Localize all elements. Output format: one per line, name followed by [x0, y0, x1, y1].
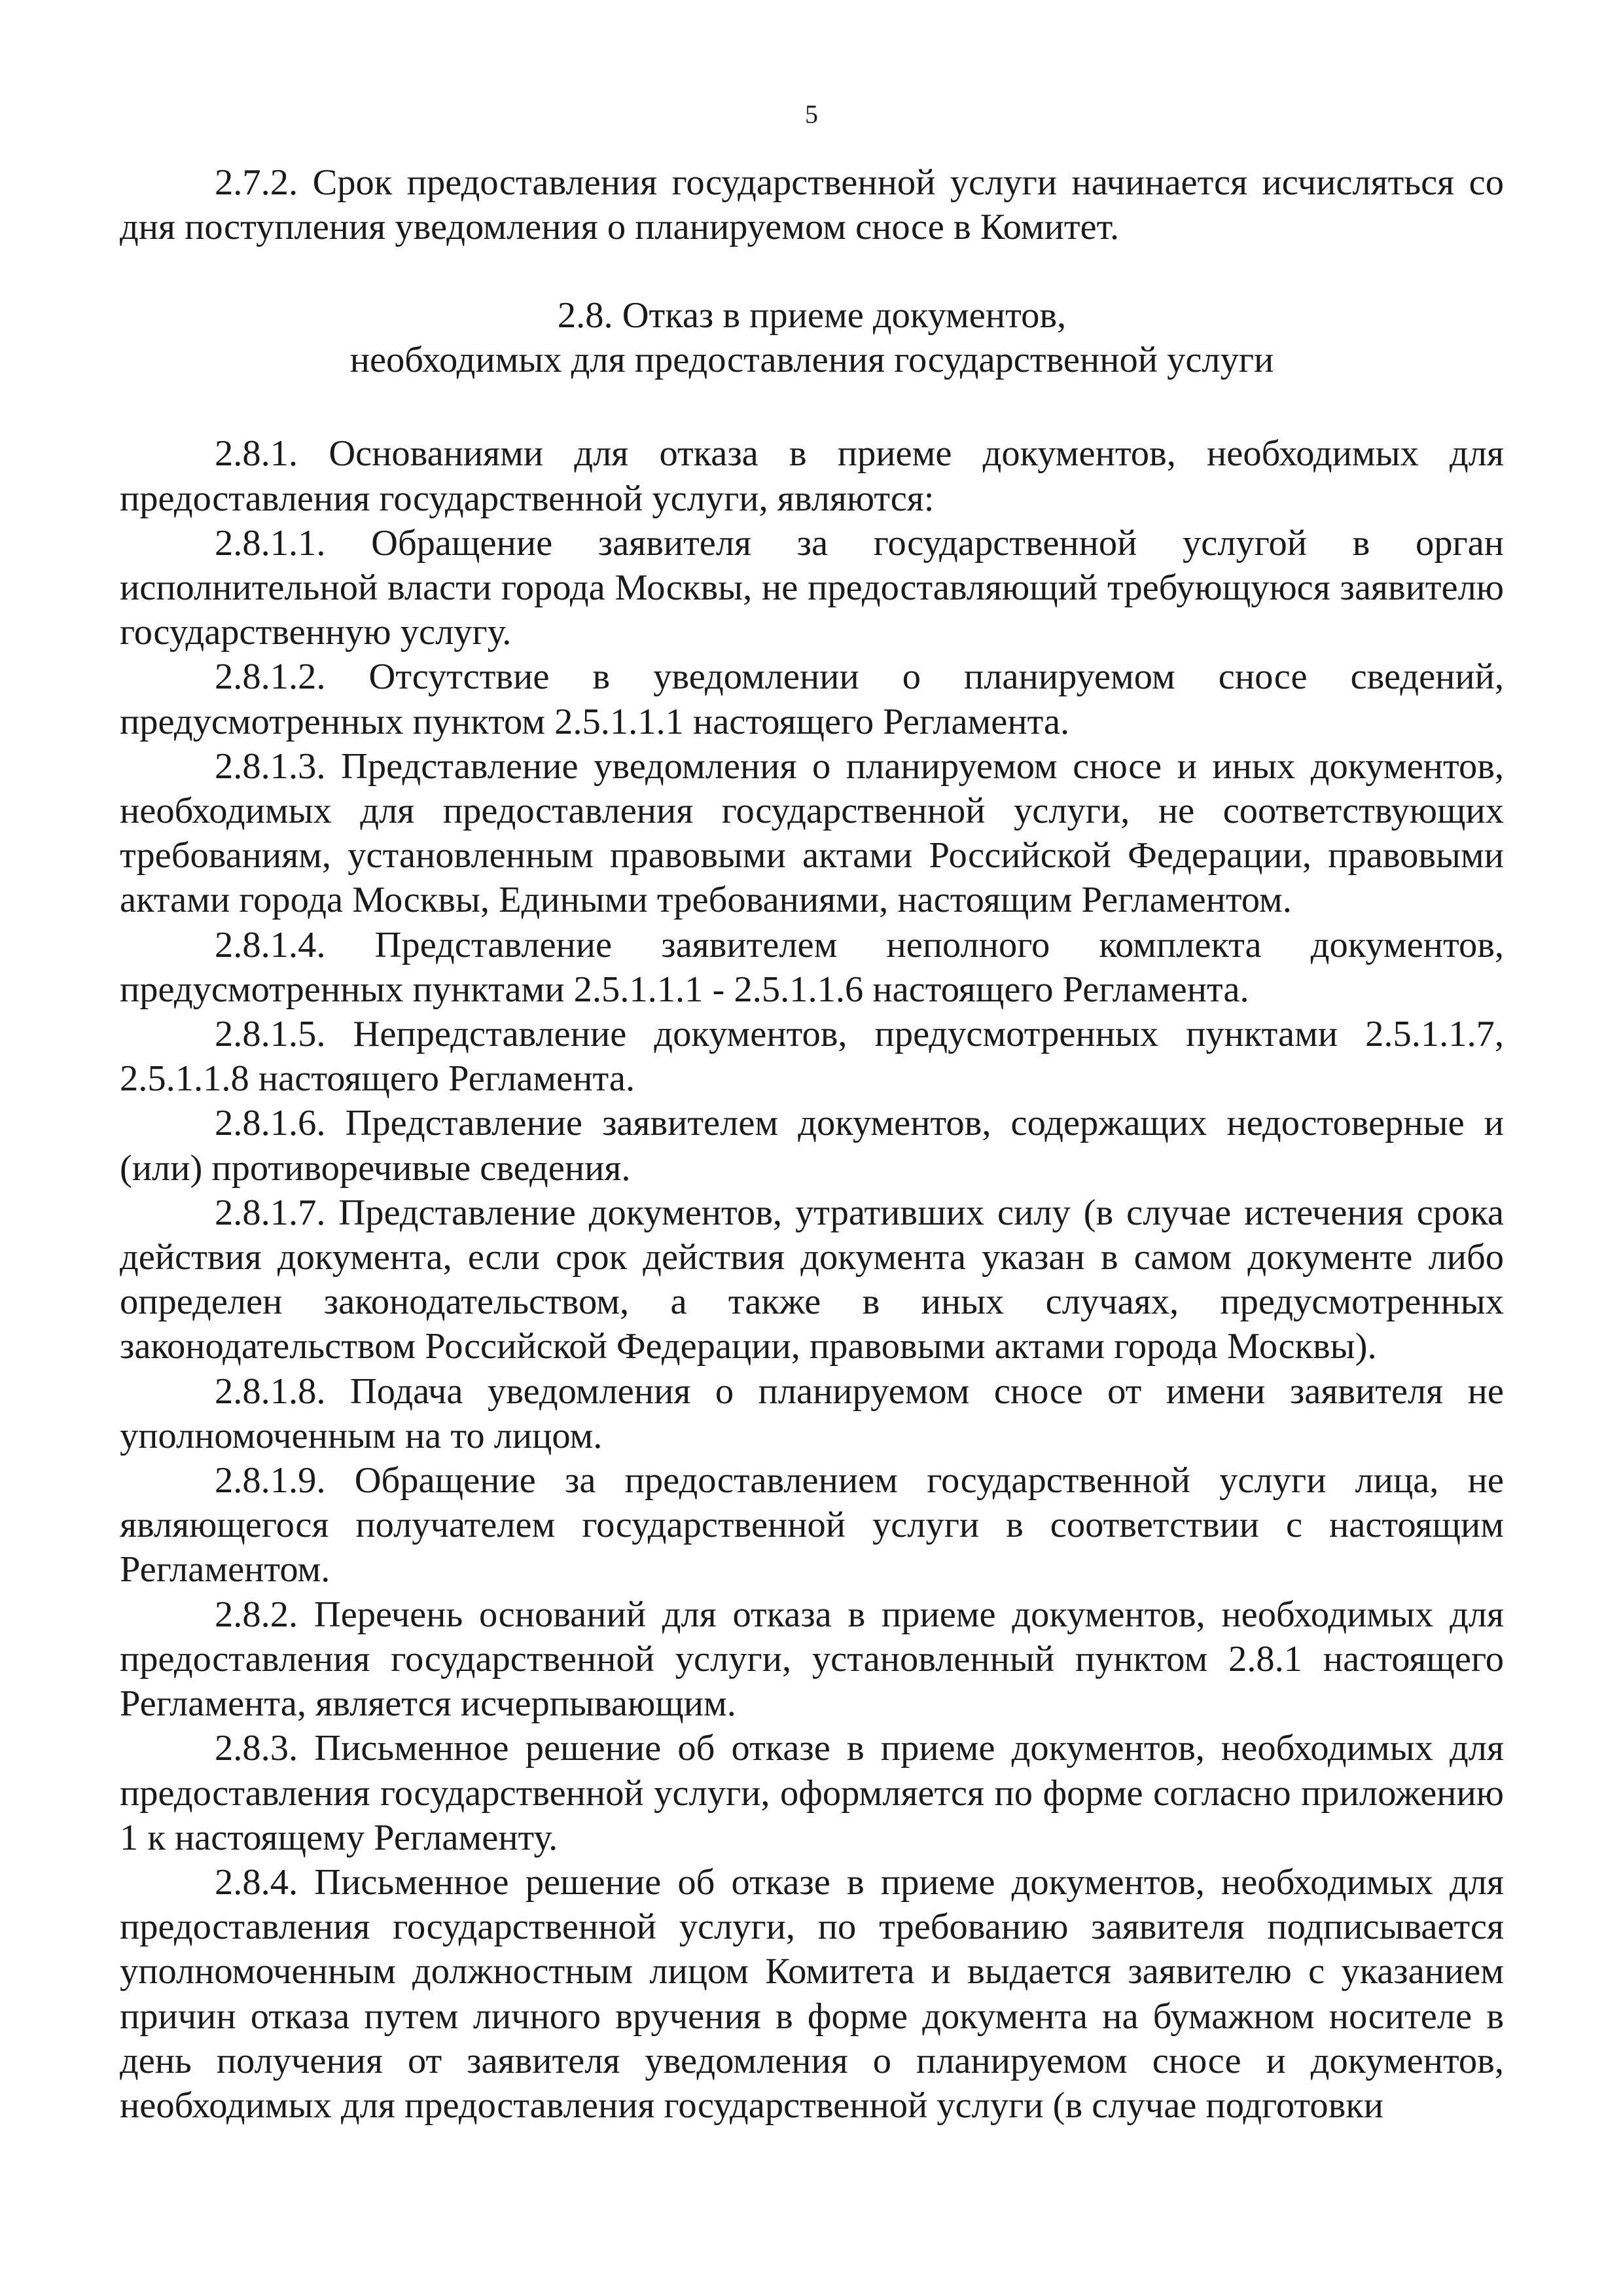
paragraph-2-8-1-3: 2.8.1.3. Представление уведомления о планируемом сносе и иных документов, необходимых для предоставления государственной услуги, не соответствующих требованиям, установленным правовыми актами Российской Федерации, правовыми актами города Москвы, Едиными требованиями, настоящим Регламентом.: [120, 745, 1504, 921]
paragraph-2-8-1: 2.8.1. Основаниями для отказа в приеме документов, необходимых для предоставления государственной услуги, являются:: [120, 433, 1504, 519]
paragraph-2-8-1-4: 2.8.1.4. Представление заявителем неполного комплекта документов, предусмотренных пунктами 2.5.1.1.1 - 2.5.1.1.6 настоящего Регламента.: [120, 924, 1504, 1010]
paragraph-2-8-1-1: 2.8.1.1. Обращение заявителя за государственной услугой в орган исполнительной власти города Москвы, не предоставляющий требующуюся заявителю государственную услугу.: [120, 522, 1504, 653]
section-heading-line-1: 2.8. Отказ в приеме документов,: [557, 295, 1067, 336]
paragraph-2-8-1-2: 2.8.1.2. Отсутствие в уведомлении о планируемом сносе сведений, предусмотренных пунктом 2.5.1.1.1 настоящего Регламента.: [120, 656, 1504, 742]
section-heading-2-8: [120, 293, 1504, 382]
paragraph-2-8-1-9: 2.8.1.9. Обращение за предоставлением государственной услуги лица, не являющегося получателем государственной услуги в соответствии с настоящим Регламентом.: [120, 1460, 1504, 1590]
paragraph-2-8-2: 2.8.2. Перечень оснований для отказа в приеме документов, необходимых для предоставления государственной услуги, установленный пунктом 2.8.1 настоящего Регламента, является исчерпывающим.: [120, 1594, 1504, 1725]
paragraph-2-8-1-7: 2.8.1.7. Представление документов, утративших силу (в случае истечения срока действия документа, если срок действия документа указан в самом документе либо определен законодательством, а также в иных случаях, предусмотренных законодательством Российской Федерации, правовыми актами города Москвы).: [120, 1192, 1504, 1367]
paragraph-2-8-1-5: 2.8.1.5. Непредставление документов, предусмотренных пунктами 2.5.1.1.7, 2.5.1.1.8 настоящего Регламента.: [120, 1014, 1504, 1100]
paragraph-2-8-1-8: 2.8.1.8. Подача уведомления о планируемом сносе от имени заявителя не уполномоченным на то лицом.: [120, 1371, 1504, 1456]
paragraph-2-8-4: 2.8.4. Письменное решение об отказе в приеме документов, необходимых для предоставления государственной услуги, по требованию заявителя подписывается уполномоченным должностным лицом Комитета и выдается заявителю с указанием причин отказа путем личного вручения в форме документа на бумажном носителе в день получения от заявителя уведомления о планируемом сносе и документов, необходимых для предоставления государственной услуги (в случае подготовки: [120, 1861, 1504, 2126]
paragraph-2-8-1-6: 2.8.1.6. Представление заявителем документов, содержащих недостоверные и (или) противоречивые сведения.: [120, 1103, 1504, 1189]
page-number: 5: [805, 99, 818, 129]
section-heading-line-2: необходимых для предоставления государственной услуги: [349, 340, 1274, 381]
paragraph-2-8-3: 2.8.3. Письменное решение об отказе в приеме документов, необходимых для предоставления государственной услуги, оформляется по форме согласно приложению 1 к настоящему Регламенту.: [120, 1728, 1504, 1858]
paragraph-2-7-2: 2.7.2. Срок предоставления государственной услуги начинается исчисляться со дня поступления уведомления о планируемом сносе в Комитет.: [120, 162, 1504, 248]
document-body: [120, 160, 1504, 2128]
